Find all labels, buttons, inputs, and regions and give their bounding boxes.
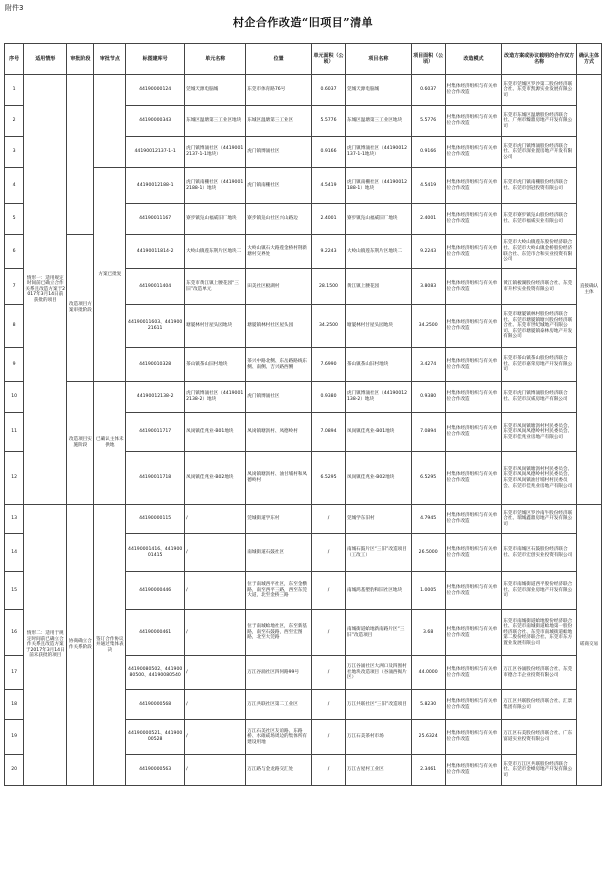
unit-cell: 寮步镇凫山福威旧厂地块 (185, 204, 246, 235)
header-cell: 项目名称 (345, 44, 411, 75)
partners-cell: 东莞市寮步镇凫山股份经济联合社、东莞市福威实业有限公司 (502, 204, 577, 235)
location-cell: 凤岗镇塘沥村、油甘埔村和凤德岭村 (246, 452, 312, 505)
unit-cell: 凤岗镇佳兆业-B01地块 (185, 413, 246, 452)
location-cell: 万江路与金龙路交汇处 (246, 755, 312, 786)
page-title: 村企合作改造“旧项目”清单 (232, 16, 374, 29)
unit-area-cell: 0.6037 (311, 75, 345, 106)
header-cell: 适用情形 (24, 44, 67, 75)
partners-cell: 东莞市虎门镇博涌股份经济联合社、东莞市汉威房地产有限公司 (502, 382, 577, 413)
location-cell: 茶兴中路北侧、东岳路路线东侧、南侧、吉兴路西侧 (246, 348, 312, 382)
table-row (5, 505, 602, 534)
project-cell: 万江谷涌社区大洲口及四围村社地块改造项目（谷涌西揭片区） (345, 656, 411, 690)
code-cell: 44190000115 (126, 505, 185, 534)
partners-cell: 东莞市凤岗镇塘沥村村民委员会、东莞市凤岗凤德岭村村民委员会、东莞市凤岗镇油甘埔村村民委员会、东莞市佳兆业房地产有限公司 (502, 452, 577, 505)
project-cell: 虎门镇博涌社区（44190012137-1-1地块） (345, 137, 411, 168)
partners-cell: 东莞市塘厦镇林村股份经济联合社、东莞市塘厦镇塘兴股份经济联合社、东莞市世纪城地产有限公司、东莞市塘厦镇泰林房地产开发有限公司 (502, 305, 577, 348)
project-area-cell: 25.6324 (411, 720, 445, 755)
project-area-cell: 3.4274 (411, 348, 445, 382)
project-area-cell: 5.8230 (411, 690, 445, 720)
project-cell: 塘厦林村甘屋头园地块 (345, 305, 411, 348)
mode-cell: 村集体经济组织与有关单位合作改造 (445, 572, 502, 610)
mode-cell: 村集体经济组织与有关单位合作改造 (445, 656, 502, 690)
unit-area-cell: 7.0894 (311, 413, 345, 452)
project-cell: 莞城天源电脑城 (345, 75, 411, 106)
project-area-cell: 4.7945 (411, 505, 445, 534)
project-cell: 南城石鼓片区“三旧”改造项目（工改工） (345, 534, 411, 572)
partners-cell: 万江区石美股份经济联合社、广东富道实业投资有限公司 (502, 720, 577, 755)
project-area-cell: 2.3461 (411, 755, 445, 786)
mode-cell: 村集体经济组织与有关单位合作改造 (445, 505, 502, 534)
unit-cell: / (185, 534, 246, 572)
unit-cell: / (185, 720, 246, 755)
unit-cell: 大岭山镇莲东荆片区地块二 (185, 235, 246, 269)
row-number-cell: 17 (5, 656, 24, 690)
unit-cell: 塘厦林村甘屋头园地块 (185, 305, 246, 348)
code-cell: 44190000461 (126, 610, 185, 656)
partners-cell: 万江区谷涌股份经济联合社、东莞市德合丰企业投资有限公司 (502, 656, 577, 690)
partners-cell: 黄江镇板湖股份经济联合社、东莞市升杉实业投资有限公司 (502, 269, 577, 305)
row-number-cell: 18 (5, 690, 24, 720)
code-cell: 44190012188-1 (126, 168, 185, 204)
partners-cell: 万江区共联股份经济联合社、汇景集团有限公司 (502, 690, 577, 720)
row-number-cell: 10 (5, 382, 24, 413)
row-number-cell: 8 (5, 305, 24, 348)
code-cell: 44190011718 (126, 452, 185, 505)
situation-cell: 情形二：适用于规定时间前已确立合作关系且改造方案于2017年3月14日前未获批的项目 (24, 505, 67, 786)
project-area-cell: 7.0894 (411, 413, 445, 452)
project-area-cell: 6.5295 (411, 452, 445, 505)
unit-area-cell: / (311, 534, 345, 572)
unit-area-cell: / (311, 505, 345, 534)
unit-area-cell: / (311, 690, 345, 720)
table-row (5, 168, 602, 204)
code-cell: 44190011603、44190021611 (126, 305, 185, 348)
code-cell: 44190000568 (126, 690, 185, 720)
header-cell: 项目面积（公顷） (411, 44, 445, 75)
table-row (5, 75, 602, 106)
project-area-cell: 1.0005 (411, 572, 445, 610)
unit-cell: 凤岗镇佳兆业-B02地块 (185, 452, 246, 505)
partners-cell: 东莞市凤岗镇塘沥村村民委员会、东莞市凤岗凤德岭村村民委员会、东莞市佳兆业房地产有限公司 (502, 413, 577, 452)
unit-cell: 虎门镇南栅社区（44190012188-1）地块 (185, 168, 246, 204)
unit-area-cell: 6.5295 (311, 452, 345, 505)
project-area-cell: 0.9380 (411, 382, 445, 413)
partners-cell: 东莞市茶山镇茶山股份经济联合社、东莞市嘉荣房地产开发有限公司 (502, 348, 577, 382)
table-row (5, 382, 602, 413)
row-number-cell: 12 (5, 452, 24, 505)
project-cell: 虎门镇博涌社区（44190012138-2）地块 (345, 382, 411, 413)
location-cell: 东莞市体育路76号 (246, 75, 312, 106)
stage-cell: 改造项目实施阶段 (67, 382, 94, 505)
project-cell: 莞城学东旧村 (345, 505, 411, 534)
row-number-cell: 5 (5, 204, 24, 235)
partners-cell: 东莞市莞城区罗沙南牛股份经济联合社、瑞城鑫鼎房地产开发有限公司 (502, 505, 577, 534)
header-cell: 序号 (5, 44, 24, 75)
mode-cell: 村集体经济组织与有关单位合作改造 (445, 755, 502, 786)
node-cell (94, 75, 126, 168)
node-cell: 签订合作协议并通过集体表决 (94, 505, 126, 786)
project-area-cell: 3.68 (411, 610, 445, 656)
code-cell: 44190080502、44190080500、44190080540 (126, 656, 185, 690)
location-cell: 虎门镇南栅社区 (246, 168, 312, 204)
mode-cell: 村集体经济组织与有关单位合作改造 (445, 690, 502, 720)
partners-cell: 东莞市万江区共联股份经济联合社、东莞市金峰房地产开发有限公司 (502, 755, 577, 786)
mode-cell: 村集体经济组织与有关单位合作改造 (445, 534, 502, 572)
code-cell: 44190000563 (126, 755, 185, 786)
unit-area-cell: 7.6990 (311, 348, 345, 382)
unit-area-cell: / (311, 755, 345, 786)
row-number-cell: 15 (5, 572, 24, 610)
location-cell: 寮步镇凫山社区兴山路边 (246, 204, 312, 235)
location-cell: 塘厦镇林村社区屋头园 (246, 305, 312, 348)
project-area-cell: 26.5000 (411, 534, 445, 572)
location-cell: 莞城街道学东村 (246, 505, 312, 534)
code-cell: 44190011717 (126, 413, 185, 452)
mode-cell: 村集体经济组织与有关单位合作改造 (445, 75, 502, 106)
row-number-cell: 1 (5, 75, 24, 106)
row-number-cell: 19 (5, 720, 24, 755)
partners-cell: 东莞市南城街道蛤地股份经济联合社、东莞市南城街道蛤地第一股份经济联合社、东莞市南城街道蛤地第二股份经济联合社、东莞市东方置业发展有限公司 (502, 610, 577, 656)
code-cell: 44190000446 (126, 572, 185, 610)
row-number-cell: 4 (5, 168, 24, 204)
project-cell: 万江古屋村工业区 (345, 755, 411, 786)
code-cell: 44190011814-2 (126, 235, 185, 269)
unit-cell: 莞城天源电脑城 (185, 75, 246, 106)
row-number-cell: 6 (5, 235, 24, 269)
unit-cell: 虎门镇博涌社区（44190012137-1-1地块） (185, 137, 246, 168)
node-cell: 方案已批复 (94, 168, 126, 382)
row-number-cell: 13 (5, 505, 24, 534)
unit-area-cell: 4.5419 (311, 168, 345, 204)
location-cell: 万江石美社区友谊路、东路桥、水碓咸场周边的集体所有建设用地 (246, 720, 312, 755)
partners-cell: 东莞市南城街道西平股份经济联合社、东莞市深业房地产开发有限公司 (502, 572, 577, 610)
unit-area-cell: 0.9166 (311, 137, 345, 168)
project-area-cell: 4.5419 (411, 168, 445, 204)
header-cell: 位置 (246, 44, 312, 75)
header-cell: 确认主体方式 (577, 44, 602, 75)
header-cell: 单元名称 (185, 44, 246, 75)
mode-cell: 村集体经济组织与有关单位合作改造 (445, 168, 502, 204)
unit-area-cell: 28.1500 (311, 269, 345, 305)
header-cell: 改造方案或协议载明的合作双方名称 (502, 44, 577, 75)
unit-cell: / (185, 755, 246, 786)
row-number-cell: 20 (5, 755, 24, 786)
unit-cell: / (185, 572, 246, 610)
code-cell: 44190001416、44190001415 (126, 534, 185, 572)
project-cell: 东城区温塘第三工业区地块 (345, 106, 411, 137)
mode-cell: 村集体经济组织与有关单位合作改造 (445, 348, 502, 382)
unit-area-cell: / (311, 610, 345, 656)
location-cell: 凤岗镇塘沥村、凤德岭村 (246, 413, 312, 452)
mode-cell: 村集体经济组织与有关单位合作改造 (445, 106, 502, 137)
header-cell: 改造模式 (445, 44, 502, 75)
situation-cell: 情形一：适用规定时间前已确立合作关系且改造方案于2017年3月14日前获批的项目 (24, 75, 67, 505)
unit-cell: / (185, 505, 246, 534)
location-cell: 虎门镇博涌社区 (246, 382, 312, 413)
header-cell: 标图建库号 (126, 44, 185, 75)
mode-cell: 村集体经济组织与有关单位合作改造 (445, 382, 502, 413)
header-cell: 单元面积（公顷） (311, 44, 345, 75)
row-number-cell: 3 (5, 137, 24, 168)
project-cell: 万江石美茶村市场 (345, 720, 411, 755)
row-number-cell: 14 (5, 534, 24, 572)
location-cell: 位于南城蛤地社区，东至新基路，南至石鼓路，西至宏图路，北至大莞路 (246, 610, 312, 656)
project-area-cell: 9.2243 (411, 235, 445, 269)
location-cell: 位于南城西平社区，东至金横路，南至西平三路，西至东莞大道，北至金桥三路 (246, 572, 312, 610)
unit-area-cell: / (311, 572, 345, 610)
location-cell: 南城街道石鼓社区 (246, 534, 312, 572)
code-cell: 44190010328 (126, 348, 185, 382)
mode-cell: 村集体经济组织与有关单位合作改造 (445, 204, 502, 235)
partners-cell: 东莞市虎门镇博涌股份经济联合社、东莞市深业置房地产开发有限公司 (502, 137, 577, 168)
project-area-cell: 44.0000 (411, 656, 445, 690)
location-cell: 大岭山镇石大路莲金桥村荆新塘村交界处 (246, 235, 312, 269)
unit-area-cell: 0.9380 (311, 382, 345, 413)
attachment-label: 附件3 (5, 4, 24, 12)
project-area-cell: 2.4001 (411, 204, 445, 235)
confirm-cell: 磋商交易 (577, 505, 602, 786)
project-cell: 寮步镇凫山福威旧厂地块 (345, 204, 411, 235)
project-area-cell: 3.8083 (411, 269, 445, 305)
row-number-cell: 11 (5, 413, 24, 452)
code-cell: 44190000343 (126, 106, 185, 137)
code-cell: 44190012138-2 (126, 382, 185, 413)
location-cell: 虎门镇博涌社区 (246, 137, 312, 168)
project-cell: 虎门镇南栅社区（44190012188-1）地块 (345, 168, 411, 204)
project-area-cell: 0.6037 (411, 75, 445, 106)
project-cell: 凤岗镇佳兆业-B02地块 (345, 452, 411, 505)
mode-cell: 村集体经济组织与有关单位合作改造 (445, 235, 502, 269)
unit-area-cell: 2.4001 (311, 204, 345, 235)
partners-cell: 东莞市虎门镇南栅股份经济联合社、东莞市创冠投资有限公司 (502, 168, 577, 204)
code-cell: 44190011404 (126, 269, 185, 305)
row-number-cell: 7 (5, 269, 24, 305)
location-cell: 东城区温塘第三工业区 (246, 106, 312, 137)
mode-cell: 村集体经济组织与有关单位合作改造 (445, 137, 502, 168)
stage-cell: 改造项目方案审批阶段 (67, 235, 94, 382)
mode-cell: 村集体经济组织与有关单位合作改造 (445, 720, 502, 755)
unit-cell: 东莞市黄江镇上腰花园“三旧”改造单元 (185, 269, 246, 305)
row-number-cell: 16 (5, 610, 24, 656)
unit-cell: 虎门镇博涌社区（44190012138-2）地块 (185, 382, 246, 413)
mode-cell: 村集体经济组织与有关单位合作改造 (445, 452, 502, 505)
row-number-cell: 9 (5, 348, 24, 382)
mode-cell: 村集体经济组织与有关单位合作改造 (445, 610, 502, 656)
code-cell: 44190011167 (126, 204, 185, 235)
unit-cell: / (185, 690, 246, 720)
code-cell: 44190000124 (126, 75, 185, 106)
unit-area-cell: 34.2500 (311, 305, 345, 348)
mode-cell: 村集体经济组织与有关单位合作改造 (445, 269, 502, 305)
project-cell: 黄江镇上腰花园 (345, 269, 411, 305)
confirm-cell: 直接确认主体 (577, 75, 602, 505)
row-number-cell: 2 (5, 106, 24, 137)
partners-cell: 东莞市南城区石鼓股份经济联合社、东莞市宏创实业投资有限公司 (502, 534, 577, 572)
unit-area-cell: 9.2243 (311, 235, 345, 269)
project-cell: 大岭山镇莲东荆片区地块二 (345, 235, 411, 269)
stage-cell: 协商确立合作关系阶段 (67, 505, 94, 786)
project-cell: 茶山镇茶山旧村地块 (345, 348, 411, 382)
node-cell: 已确认主体未供地 (94, 382, 126, 505)
table-body (5, 75, 602, 786)
project-cell: 万江共联社区“三旧”改造项目 (345, 690, 411, 720)
unit-area-cell: / (311, 656, 345, 690)
project-area-cell: 5.5776 (411, 106, 445, 137)
stage-cell (67, 75, 94, 235)
project-cell: 南城鸿基塱豹和旧社区地块 (345, 572, 411, 610)
location-cell: 万江谷涌社区四何路99号 (246, 656, 312, 690)
partners-cell: 东莞市大岭山镇莲东股份经济联合社、东莞市大岭山镇金桥股份经济联合社、东莞市合和实业投资有限公司 (502, 235, 577, 269)
project-cell: 南城街道蛤地新南路片区“三旧”改造项目 (345, 610, 411, 656)
unit-cell: / (185, 610, 246, 656)
code-cell: 44190000521、44190000528 (126, 720, 185, 755)
unit-cell: / (185, 656, 246, 690)
table-header-row (5, 44, 602, 75)
partners-cell: 东莞市东城区温塘股份经济联合社、广州市臻鼎房地产开发有限公司 (502, 106, 577, 137)
unit-area-cell: / (311, 720, 345, 755)
project-cell: 凤岗镇佳兆业-B01地块 (345, 413, 411, 452)
location-cell: 万江共联社区第二工业区 (246, 690, 312, 720)
unit-area-cell: 5.5776 (311, 106, 345, 137)
project-area-cell: 0.9166 (411, 137, 445, 168)
header-cell: 审批节点 (94, 44, 126, 75)
unit-cell: 茶山镇茶山旧村地块 (185, 348, 246, 382)
mode-cell: 村集体经济组织与有关单位合作改造 (445, 413, 502, 452)
partners-cell: 东莞市莞城区罗沙第二股份经济联合社、东莞市凯源实业发展有限公司 (502, 75, 577, 106)
mode-cell: 村集体经济组织与有关单位合作改造 (445, 305, 502, 348)
code-cell: 44190012137-1-1 (126, 137, 185, 168)
header-cell: 审批阶段 (67, 44, 94, 75)
unit-cell: 东城区温塘第三工业区地块 (185, 106, 246, 137)
project-area-cell: 34.2500 (411, 305, 445, 348)
project-list-table (4, 43, 602, 786)
location-cell: 田美社区板湖村 (246, 269, 312, 305)
